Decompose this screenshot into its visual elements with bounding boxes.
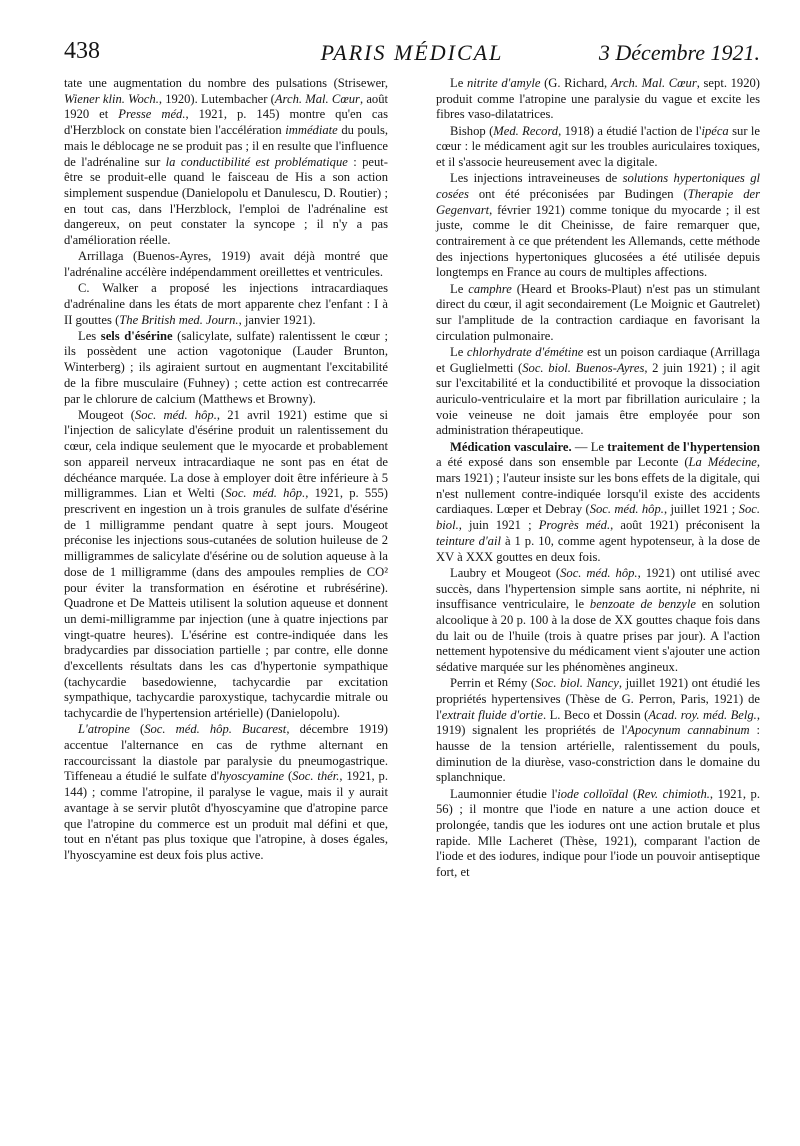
- left-column: [64, 76, 388, 881]
- paragraph: Médication vasculaire. — Le traitement de l'hypertension a été exposé dans son ensemble par Leconte (La Médecine, mars 1921) ; l'auteur insiste sur les bons effets de la digitale, qui n'est nullement contre-indiquée lorsqu'il existe des accidents cardiaques. Lœper et Debray (Soc. méd. hôp., juillet 1921 ; Soc. biol., juin 1921 ; Progrès méd., août 1921) préconisent la teinture d'ail à 1 p. 10, comme agent hypotenseur, à la dose de XV à XXX gouttes en deux fois.: [436, 439, 760, 564]
- issue-date: 3 Décembre 1921.: [598, 40, 760, 65]
- paragraph: Le nitrite d'amyle (G. Richard, Arch. Mal. Cœur, sept. 1920) produit comme l'atropine une paralysie du vague et excite les fibres vaso-dilatatrices.: [436, 76, 760, 122]
- right-column: [436, 76, 760, 881]
- paragraph: Laubry et Mougeot (Soc. méd. hôp., 1921) ont utilisé avec succès, dans l'hypertension simple sans aortite, ni néphrite, ni insuffisance ventriculaire, le benzoate de benzyle en solution alcoolique à 20 p. 100 à la dose de XX gouttes chaque fois dans du lait ou de l'huile (trois à quatre prises par jour). A l'action nettement hypotensive du médicament vient s'ajouter une action sédative marquée sur les phénomènes angineux.: [436, 565, 760, 675]
- paragraph: Perrin et Rémy (Soc. biol. Nancy, juillet 1921) ont étudié les propriétés hypertensives (Thèse de G. Perron, Paris, 1921) de l'extrait fluide d'ortie. L. Beco et Dossin (Acad. roy. méd. Belg., 1919) signalent les propriétés de l'Apocynum cannabinum : hausse de la tension artérielle, ralentissement du pouls, diminution de la diurèse, vaso-constriction dans le domaine du splanchnique.: [436, 676, 761, 785]
- paragraph: Les injections intraveineuses de solutions hypertoniques gl cosées ont été préconisées par Budingen (Therapie der Gegenvart, février 1921) comme tonique du myocarde ; il est juste, comme le dit Cheinisse, de faire remarquer que, contrairement à ce que prétendent les Allemands, cette méthode des injections hypertoniques glucosées a été utilisée depuis longtemps en France au cours de multiples affections.: [436, 171, 761, 280]
- paragraph: Bishop (Med. Record, 1918) a étudié l'action de l'ipéca sur le cœur : le médicament agit sur les troubles auriculaires toxiques, et il s'associe heureusement avec la digitale.: [436, 123, 760, 170]
- paragraph: L'atropine (Soc. méd. hôp. Bucarest, décembre 1919) accentue l'alternance en cas de rythme alternant en raccourcissant la diastole par paralysie du pneumogastrique. Tiffeneau a étudié le sulfate d'hyoscyamine (Soc. thér., 1921, p. 144) ; comme l'atropine, il paralyse le vague, mais il y aurait avantage à se servir plutôt d'hyoscyamine que d'atropine parce que l'atropine du commerce est un produit mal défini et que, tout en n'étant pas plus toxique que l'atropine, à doses égales, l'hyoscyamine est deux fois plus active.: [64, 722, 388, 862]
- journal-title: PARIS MÉDICAL: [320, 40, 504, 65]
- page-number: 438: [64, 38, 100, 64]
- paragraph: Le camphre (Heard et Brooks-Plaut) n'est pas un stimulant direct du cœur, il agit secondairement (Le Moignic et Gautrelet) sur l'amplitude de la contraction cardiaque en favorisant la circulation pulmonaire.: [436, 281, 760, 343]
- paragraph: Mougeot (Soc. méd. hôp., 21 avril 1921) estime que si l'injection de salicylate d'ésérine produit un ralentissement du cœur, cela indique seulement que le myocarde et probablement son appareil nerveux intracardiaque ne sont pas en état de déchéance marquée. La dose à employer doit être inférieure à 5 milligrammes. Lian et Welti (Soc. méd. hôp., 1921, p. 555) prescrivent en ingestion un à trois granules de sulfate d'ésérine de 1 milligramme pendant quatre à sept jours. Mougeot préconise les injections sous-cutanées de solution huileuse de 2 milligrammes de salicylate d'ésérine ou de solution aqueuse à la dose de 1 milligramme (dans des ampoules remplies de CO² pour éviter la transformation en ésérotine et rubrésérine). Quadrone et De Matteis utilisent la solution aqueuse et donnent un demi-milligramme par injection (une à quatre injections par vingt-quatre heures). L'ésérine est contre-indiquée dans les bradycardies par dissociation partielle ; par contre, elle donne d'excellents résultats dans les cas d'hypertonie sympathique (tachycardie basedowienne, tachycardie par excitation sympathique, tachycardie paroxystique, tachycardie mitrale ou tachycardie de l'hypertension artérielle) (Danielopolu).: [64, 407, 389, 721]
- paragraph: Le chlorhydrate d'émétine est un poison cardiaque (Arrillaga et Guglielmetti (Soc. biol. Buenos-Ayres, 2 juin 1921) ; il agit sur l'excitabilité et la conductibilité et provoque la dissociation auriculo-ventriculaire et la mort par fibrillation auriculaire ; la voie veineuse ne doit jamais être employée pour son administration thérapeutique.: [436, 344, 760, 438]
- article-columns: [64, 76, 760, 881]
- paragraph: Les sels d'ésérine (salicylate, sulfate) ralentissent le cœur ; ils possèdent une action vagotonique (Lauder Brunton, Winterberg) ; ils agiraient surtout en augmentant l'excitabilité de la fibre musculaire (Fuhney) ; cette action est contrecarrée par le chlorure de calcium (Matthews et Browny).: [64, 328, 388, 406]
- paragraph: C. Walker a proposé les injections intracardiaques d'adrénaline dans les états de mort apparente chez l'enfant : I à II gouttes (The British med. Journ., janvier 1921).: [64, 281, 388, 327]
- paragraph: Laumonnier étudie l'iode colloïdal (Rev. chimioth., 1921, p. 56) ; il montre que l'iode en nature a une action douce et prolongée, tandis que les iodures ont une action brutale et plus rapide. Mlle Lacheret (Thèse, 1921), comparant l'action de l'iode et des iodures, indique pour l'iode un pouvoir antiseptique fort, et: [436, 786, 760, 880]
- paragraph: tate une augmentation du nombre des pulsations (Strisewer, Wiener klin. Woch., 1920). Lutembacher (Arch. Mal. Cœur, août 1920 et Presse méd., 1921, p. 145) montre qu'en cas d'Herzblock on constate bien l'accélération immédiate du pouls, mais le déblocage ne se produit pas ; il en resulte que l'influence de l'adrénaline sur la conductibilité est problématique : peut-être se produit-elle quand le faisceau de His a son action simplement suspendue (Danielopolu et Danulescu, D. Routier) ; en tout cas, dans l'Herzblock, l'emploi de l'adrénaline est dangereux, on peut constater la syncope ; il n'y a pas d'amélioration réelle.: [64, 76, 389, 248]
- paragraph: Arrillaga (Buenos-Ayres, 1919) avait déjà montré que l'adrénaline accélère indépendamment oreillettes et ventricules.: [64, 249, 388, 279]
- page-header: [64, 38, 760, 68]
